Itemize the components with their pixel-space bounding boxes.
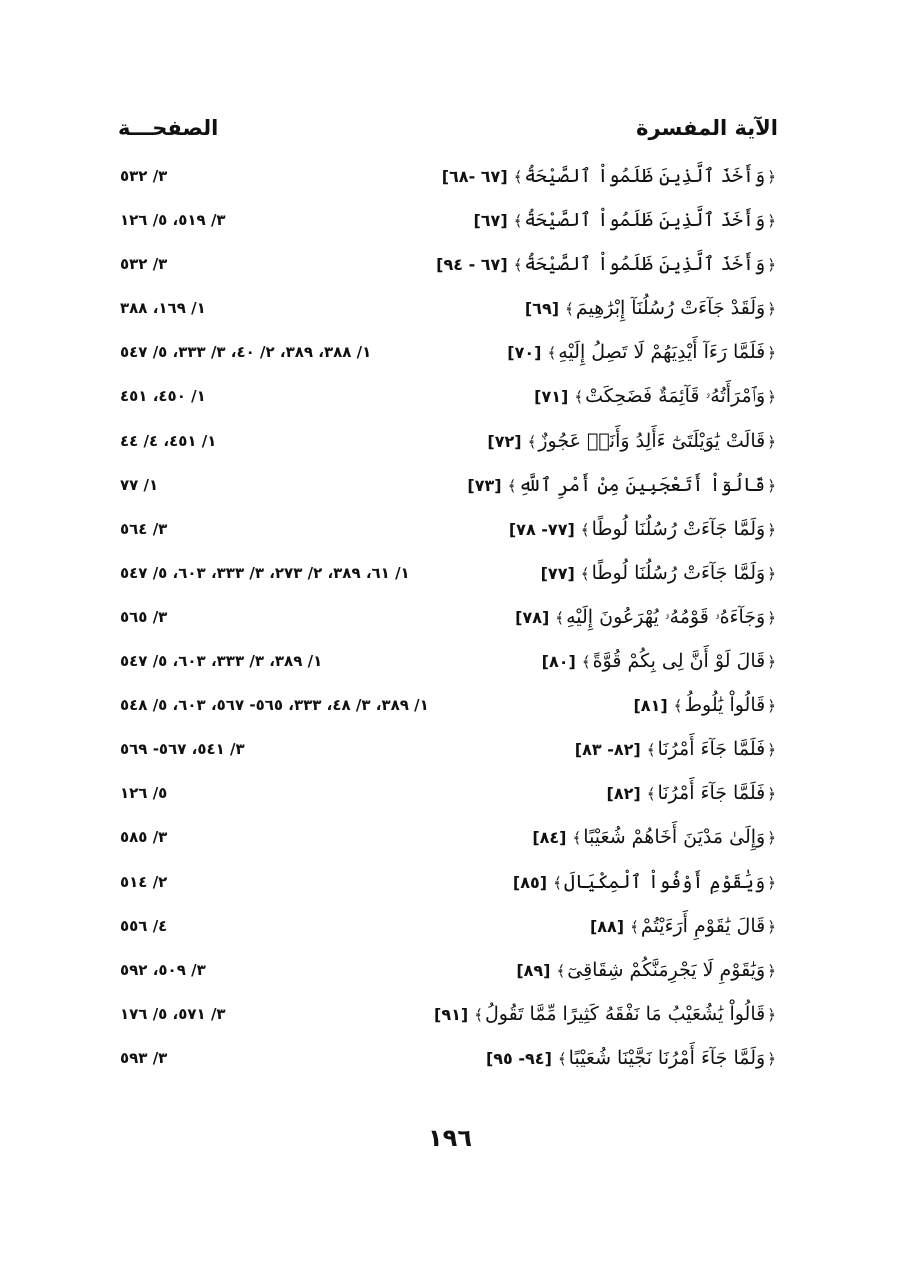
verse-cell — [633, 691, 778, 720]
ornate-bracket-open-icon: ﴿ — [767, 256, 776, 275]
verse-cell — [442, 162, 778, 191]
verse-number: [٨٨] — [589, 916, 625, 936]
ornate-bracket-close-icon: ﴾ — [507, 476, 517, 495]
ornate-bracket-open-icon: ﴿ — [767, 564, 776, 583]
verse-number: [٩١] — [434, 1004, 469, 1024]
verse-text: قَالَ لَوْ أَنَّ لِى بِكُمْ قُوَّةً — [592, 650, 766, 673]
page-reference: ١/ ٧٧ — [120, 475, 159, 494]
verse-text: قَالُوٓاْ أَتَعْجَبِينَ مِنْ أَمْرِ ٱللَّهِ — [518, 473, 766, 496]
verse-cell — [473, 206, 778, 235]
table-row — [0, 687, 900, 731]
table-row — [0, 819, 900, 863]
page-reference: ٣/ ٥٣٢ — [120, 255, 168, 274]
table-row — [0, 290, 900, 334]
verse-cell — [486, 1044, 778, 1073]
verse-cell — [509, 515, 778, 544]
page-reference: ١/ ٣٨٩، ٣/ ٤٨، ٣٣٣، ٥٦٥- ٥٦٧، ٦٠٣، ٥/ ٥٤٨ — [120, 696, 429, 715]
verse-number: [٧٢] — [487, 431, 522, 451]
verse-text: وَأَخَذَ ٱلَّذِينَ ظَلَمُواْ ٱلصَّيْحَةُ — [524, 253, 766, 276]
page-reference: ٥/ ١٢٦ — [120, 784, 168, 803]
table-row — [0, 202, 900, 246]
verse-cell — [516, 956, 778, 985]
ornate-bracket-close-icon: ﴾ — [553, 873, 562, 892]
ornate-bracket-open-icon: ﴿ — [767, 520, 776, 539]
ornate-bracket-open-icon: ﴿ — [767, 697, 776, 716]
ornate-bracket-close-icon: ﴾ — [580, 520, 590, 539]
ornate-bracket-open-icon: ﴿ — [767, 212, 776, 231]
page-reference: ٣/ ٥٨٥ — [120, 828, 168, 847]
table-header — [118, 116, 778, 152]
ornate-bracket-open-icon: ﴿ — [767, 344, 776, 363]
page-reference: ١/ ١٦٩، ٣٨٨ — [120, 299, 206, 318]
ornate-bracket-open-icon: ﴿ — [767, 961, 776, 980]
ornate-bracket-close-icon: ﴾ — [556, 961, 566, 980]
page-column-header: الصفحـــة — [118, 116, 219, 140]
ornate-bracket-close-icon: ﴾ — [673, 697, 683, 716]
ornate-bracket-open-icon: ﴿ — [767, 653, 776, 672]
ornate-bracket-close-icon: ﴾ — [513, 256, 523, 275]
verse-number: [٧٣] — [467, 475, 502, 495]
verse-cell — [542, 647, 778, 676]
verse-text: وَلَمَّا جَآءَتْ رُسُلُنَا لُوطًا — [591, 517, 766, 540]
verse-number: [٦٧ -٦٨] — [441, 167, 508, 186]
ornate-bracket-close-icon: ﴾ — [513, 168, 523, 186]
table-row — [0, 731, 900, 775]
verse-number: [٨٢- ٨٣] — [574, 740, 641, 760]
page-reference: ١/ ٦١، ٣٨٩، ٢/ ٢٧٣، ٣/ ٣٣٣، ٦٠٣، ٥/ ٥٤٧ — [120, 563, 410, 582]
verse-text: فَلَمَّا جَآءَ أَمْرُنَا — [657, 738, 766, 761]
ornate-bracket-close-icon: ﴾ — [572, 829, 582, 848]
verse-text: فَلَمَّا رَءَآ أَيْدِيَهُمْ لَا تَصِلُ إِلَيْهِ — [558, 341, 766, 364]
ornate-bracket-open-icon: ﴿ — [767, 741, 776, 760]
page-reference: ١/ ٣٨٩، ٣/ ٣٣٣، ٦٠٣، ٥/ ٥٤٧ — [120, 652, 323, 671]
verse-cell — [507, 338, 778, 367]
verse-number: [٩٤- ٩٥] — [485, 1048, 552, 1068]
table-row — [0, 643, 900, 687]
page-reference: ١/ ٤٥٠، ٤٥١ — [120, 387, 206, 406]
table-row — [0, 158, 900, 202]
page-reference: ٣/ ٥١٩، ٥/ ١٢٦ — [120, 211, 226, 230]
table-row — [0, 423, 900, 467]
ornate-bracket-close-icon: ﴾ — [581, 653, 591, 672]
verse-text: وَلَقَدْ جَآءَتْ رُسُلُنَآ إِبْرَٰهِيمَ — [575, 297, 766, 320]
page-reference: ٣/ ٥٠٩، ٥٩٢ — [120, 960, 206, 979]
ornate-bracket-close-icon: ﴾ — [646, 741, 656, 760]
verse-number: [٧٧- ٧٨] — [508, 519, 575, 539]
verse-number: [٨١] — [633, 696, 668, 716]
ornate-bracket-close-icon: ﴾ — [474, 1005, 483, 1024]
verse-text: وَأَخَذَ ٱلَّذِينَ ظَلَمُواْ ٱلصَّيْحَةُ — [524, 165, 766, 187]
verse-text: قَالَ يَٰقَوْمِ أَرَءَيْتُمْ — [640, 914, 766, 937]
table-row — [0, 378, 900, 422]
ornate-bracket-open-icon: ﴿ — [767, 476, 776, 495]
ornate-bracket-close-icon: ﴾ — [630, 917, 639, 936]
verse-number: [٦٧] — [473, 211, 508, 231]
page-reference: ٤/ ٥٥٦ — [120, 916, 168, 935]
verse-number: [٧١] — [534, 387, 569, 407]
verse-cell — [541, 559, 778, 588]
ornate-bracket-close-icon: ﴾ — [547, 344, 557, 363]
verse-cell — [434, 1000, 778, 1029]
verse-text: قَالَتْ يَٰوَيْلَتَىٰٓ ءَأَلِدُ وَأَنَا۠ عَجُوزٌ — [538, 429, 766, 452]
verse-text: وَجَآءَهُۥ قَوْمُهُۥ يُهْرَعُونَ إِلَيْهِ — [566, 605, 766, 628]
page-reference: ٣/ ٥٤١، ٥٦٧- ٥٦٩ — [120, 740, 245, 759]
verse-cell — [467, 471, 778, 500]
table-row — [0, 952, 900, 996]
verse-number: [٨٩] — [516, 960, 551, 980]
verse-cell — [515, 603, 778, 632]
ornate-bracket-close-icon: ﴾ — [527, 432, 537, 451]
table-row — [0, 996, 900, 1040]
page-reference: ١/ ٤٥١، ٤/ ٤٤ — [120, 431, 217, 450]
ornate-bracket-open-icon: ﴿ — [767, 917, 776, 936]
verse-text: وَأَخَذَ ٱلَّذِينَ ظَلَمُواْ ٱلصَّيْحَةُ — [524, 209, 766, 232]
ornate-bracket-open-icon: ﴿ — [767, 1049, 776, 1068]
ornate-bracket-open-icon: ﴿ — [767, 388, 776, 407]
verse-number: [٦٧ - ٩٤] — [436, 255, 508, 275]
verse-text: وَيَٰقَوْمِ لَا يَجْرِمَنَّكُمْ شِقَاقِىٓ — [567, 958, 766, 981]
ornate-bracket-open-icon: ﴿ — [767, 300, 776, 319]
verse-text: وَلَمَّا جَآءَ أَمْرُنَا نَجَّيْنَا شُعَيْبًا — [568, 1046, 766, 1069]
page-reference: ٣/ ٥٣٢ — [120, 167, 168, 185]
ornate-bracket-close-icon: ﴾ — [513, 212, 523, 231]
page-number: ١٩٦ — [428, 1124, 472, 1152]
verse-number: [٧٠] — [507, 343, 542, 363]
verse-cell — [575, 735, 778, 764]
verse-text: وَإِلَىٰ مَدْيَنَ أَخَاهُمْ شُعَيْبًا — [583, 826, 766, 849]
verse-number: [٨٢] — [606, 784, 641, 804]
verse-cell — [525, 294, 778, 323]
ornate-bracket-close-icon: ﴾ — [646, 785, 656, 804]
ornate-bracket-open-icon: ﴿ — [767, 873, 776, 892]
verse-text: فَلَمَّا جَآءَ أَمْرُنَا — [657, 782, 766, 805]
page-reference: ١/ ٣٨٨، ٣٨٩، ٢/ ٤٠، ٣/ ٣٣٣، ٥/ ٥٤٧ — [120, 343, 372, 362]
ornate-bracket-open-icon: ﴿ — [767, 1005, 776, 1024]
verse-number: [٧٨] — [515, 607, 550, 627]
table-row — [0, 1040, 900, 1084]
verse-number: [٨٥] — [512, 872, 548, 892]
verse-column-header: الآية المفسرة — [636, 116, 778, 140]
table-row — [0, 246, 900, 290]
verse-number: [٧٧] — [540, 563, 575, 583]
page-reference: ٣/ ٥٦٥ — [120, 607, 168, 626]
ornate-bracket-open-icon: ﴿ — [767, 168, 776, 186]
verse-cell — [607, 779, 778, 808]
verse-number: [٨٠] — [541, 652, 576, 672]
verse-cell — [513, 868, 778, 897]
verse-text: وَٱمْرَأَتُهُۥ قَآئِمَةٌ فَضَحِكَتْ — [585, 385, 766, 408]
verse-cell — [534, 382, 778, 411]
table-row — [0, 467, 900, 511]
ornate-bracket-close-icon: ﴾ — [580, 564, 590, 583]
table-row — [0, 908, 900, 952]
verse-number: [٦٩] — [524, 299, 560, 319]
page-reference: ٢/ ٥١٤ — [120, 872, 168, 891]
ornate-bracket-open-icon: ﴿ — [767, 829, 776, 848]
ornate-bracket-open-icon: ﴿ — [767, 785, 776, 804]
verse-text: قَالُواْ يَٰشُعَيْبُ مَا نَفْقَهُ كَثِيرًا مِّمَّا تَقُولُ — [485, 1002, 766, 1025]
verse-number: [٨٤] — [532, 828, 567, 848]
page-reference: ٣/ ٥٦٤ — [120, 519, 168, 538]
table-row — [0, 599, 900, 643]
ornate-bracket-close-icon: ﴾ — [557, 1049, 567, 1068]
table-row — [0, 334, 900, 378]
ornate-bracket-close-icon: ﴾ — [555, 608, 565, 627]
ornate-bracket-close-icon: ﴾ — [574, 388, 584, 407]
table-row — [0, 555, 900, 599]
verse-cell — [487, 427, 778, 456]
verse-cell — [590, 912, 778, 941]
page-reference: ٣/ ٥٧١، ٥/ ١٧٦ — [120, 1004, 226, 1023]
verse-text: وَيَٰقَوْمِ أَوْفُواْ ٱلْمِكْيَالَ — [563, 870, 766, 893]
index-table — [0, 158, 900, 1084]
page-reference: ٣/ ٥٩٣ — [120, 1048, 168, 1067]
ornate-bracket-close-icon: ﴾ — [565, 300, 574, 319]
verse-cell — [532, 823, 778, 852]
table-row — [0, 511, 900, 555]
table-row — [0, 775, 900, 819]
ornate-bracket-open-icon: ﴿ — [767, 432, 776, 451]
verse-cell — [436, 250, 778, 279]
verse-text: وَلَمَّا جَآءَتْ رُسُلُنَا لُوطًا — [591, 561, 766, 584]
verse-text: قَالُواْ يَٰلُوطُ — [684, 694, 766, 717]
ornate-bracket-open-icon: ﴿ — [767, 608, 776, 627]
table-row — [0, 864, 900, 908]
